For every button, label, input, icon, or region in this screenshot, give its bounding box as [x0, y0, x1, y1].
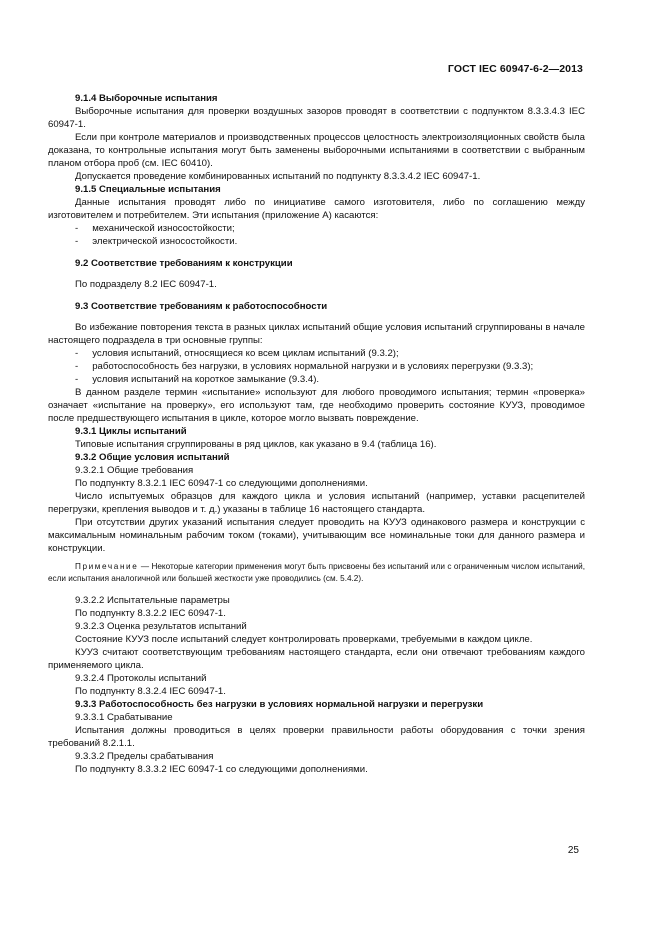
dash-marker: -: [75, 236, 79, 247]
paragraph: По подразделу 8.2 IEC 60947-1.: [75, 279, 217, 290]
paragraph: Допускается проведение комбинированных испытаний по подпункту 8.3.3.4.2 IEC 60947-1.: [75, 171, 481, 182]
heading-9-1-4: 9.1.4 Выборочные испытания: [75, 93, 218, 104]
dash-marker: -: [75, 348, 79, 359]
paragraph: Число испытуемых образцов для каждого цикла и условия испытаний (например, уставки расцепителей перегрузки, крепления выводов и т. д.) указаны в таблице 16 настоящего стандарта.: [48, 491, 585, 515]
heading-9-3-2-4: 9.3.2.4 Протоколы испытаний: [75, 673, 207, 684]
page-number: 25: [567, 845, 579, 856]
paragraph: Испытания должны проводиться в целях проверки правильности работы оборудования с точки зрения требований 8.2.1.1.: [48, 725, 585, 749]
list-item: [48, 222, 585, 235]
paragraph: Во избежание повторения текста в разных циклах испытаний общие условия испытаний сгруппированы в начале настоящего подраздела в три основные группы:: [48, 322, 585, 346]
paragraph: КУУЗ считают соответствующим требованиям настоящего стандарта, если они отвечают требованиям каждого применяемого цикла.: [48, 647, 585, 671]
dash-marker: -: [75, 223, 79, 234]
paragraph: Данные испытания проводят либо по инициативе самого изготовителя, либо по соглашению между изготовителем и потребителем. Эти испытания (приложение А) касаются:: [48, 197, 585, 221]
list-item-text: условия испытаний на короткое замыкание (9.3.4).: [92, 374, 320, 385]
paragraph: По подпункту 8.3.2.2 IEC 60947-1.: [75, 608, 226, 619]
heading-9-3-2-2: 9.3.2.2 Испытательные параметры: [75, 595, 230, 606]
list-item-text: работоспособность без нагрузки, в условиях нормальной нагрузки и в условиях перегрузки (9.3.3);: [92, 361, 534, 372]
paragraph: По подпункту 8.3.2.4 IEC 60947-1.: [75, 686, 226, 697]
dash-marker: -: [75, 374, 79, 385]
paragraph: Состояние КУУЗ после испытаний следует контролировать проверками, требуемыми в каждом цикле.: [75, 634, 533, 645]
heading-9-3-3: 9.3.3 Работоспособность без нагрузки в условиях нормальной нагрузки и перегрузки: [75, 699, 484, 710]
paragraph: По подпункту 8.3.3.2 IEC 60947-1 со следующими дополнениями.: [75, 764, 368, 775]
list-item: [48, 360, 585, 373]
list-item: [48, 347, 585, 360]
paragraph: Если при контроле материалов и производственных процессов целостность электроизоляционных свойств была доказана, то контрольные испытания могут быть заменены выборочными испытаниями в соответствии с выбранным планом отбора проб (см. IEC 60410).: [48, 132, 585, 169]
paragraph: При отсутствии других указаний испытания следует проводить на КУУЗ одинакового размера и конструкции с максимальным номинальным рабочим током (токами), учитывающим все номинальные токи для данного размера и конструкции.: [48, 517, 585, 554]
paragraph: Типовые испытания сгруппированы в ряд циклов, как указано в 9.4 (таблица 16).: [75, 439, 437, 450]
paragraph: Выборочные испытания для проверки воздушных зазоров проводят в соответствии с подпунктом 8.3.3.4.3 IEC 60947-1.: [48, 106, 585, 130]
list-item-text: механической износостойкости;: [92, 223, 235, 234]
heading-9-3-1: 9.3.1 Циклы испытаний: [75, 426, 187, 437]
dash-marker: -: [75, 361, 79, 372]
heading-9-3: 9.3 Соответствие требованиям к работоспособности: [75, 300, 328, 312]
list-item: [48, 373, 585, 386]
note-text: — Некоторые категории применения могут быть присвоены без испытаний или с ограниченным числом испытаний, если испытания аналогичной или большей жесткости уже проводились (см. 5.4.2).: [48, 562, 585, 583]
heading-9-3-2: 9.3.2 Общие условия испытаний: [75, 452, 230, 463]
heading-9-3-3-2: 9.3.3.2 Пределы срабатывания: [75, 751, 214, 762]
standard-header: ГОСТ IEC 60947-6-2—2013: [447, 63, 583, 75]
heading-9-3-3-1: 9.3.3.1 Срабатывание: [75, 712, 173, 723]
heading-9-3-2-3: 9.3.2.3 Оценка результатов испытаний: [75, 621, 247, 632]
heading-9-1-5: 9.1.5 Специальные испытания: [75, 184, 221, 195]
note-label: Примечание: [75, 562, 139, 571]
paragraph: В данном разделе термин «испытание» используют для любого проводимого испытания; термин «проверка» означает «испытание на проверку», его используют там, где необходимо проверить состояние КУУЗ, проводимое после предшествующего испытания в цикле, которое могло вызвать повреждение.: [48, 387, 585, 424]
heading-9-3-2-1: 9.3.2.1 Общие требования: [75, 465, 194, 476]
list-item: [48, 235, 585, 248]
note: [48, 561, 585, 585]
list-item-text: электрической износостойкости.: [92, 236, 238, 247]
list-item-text: условия испытаний, относящиеся ко всем циклам испытаний (9.3.2);: [92, 348, 399, 359]
heading-9-2: 9.2 Соответствие требованиям к конструкции: [75, 257, 293, 269]
document-body: [48, 92, 585, 776]
paragraph: По подпункту 8.3.2.1 IEC 60947-1 со следующими дополнениями.: [75, 478, 368, 489]
